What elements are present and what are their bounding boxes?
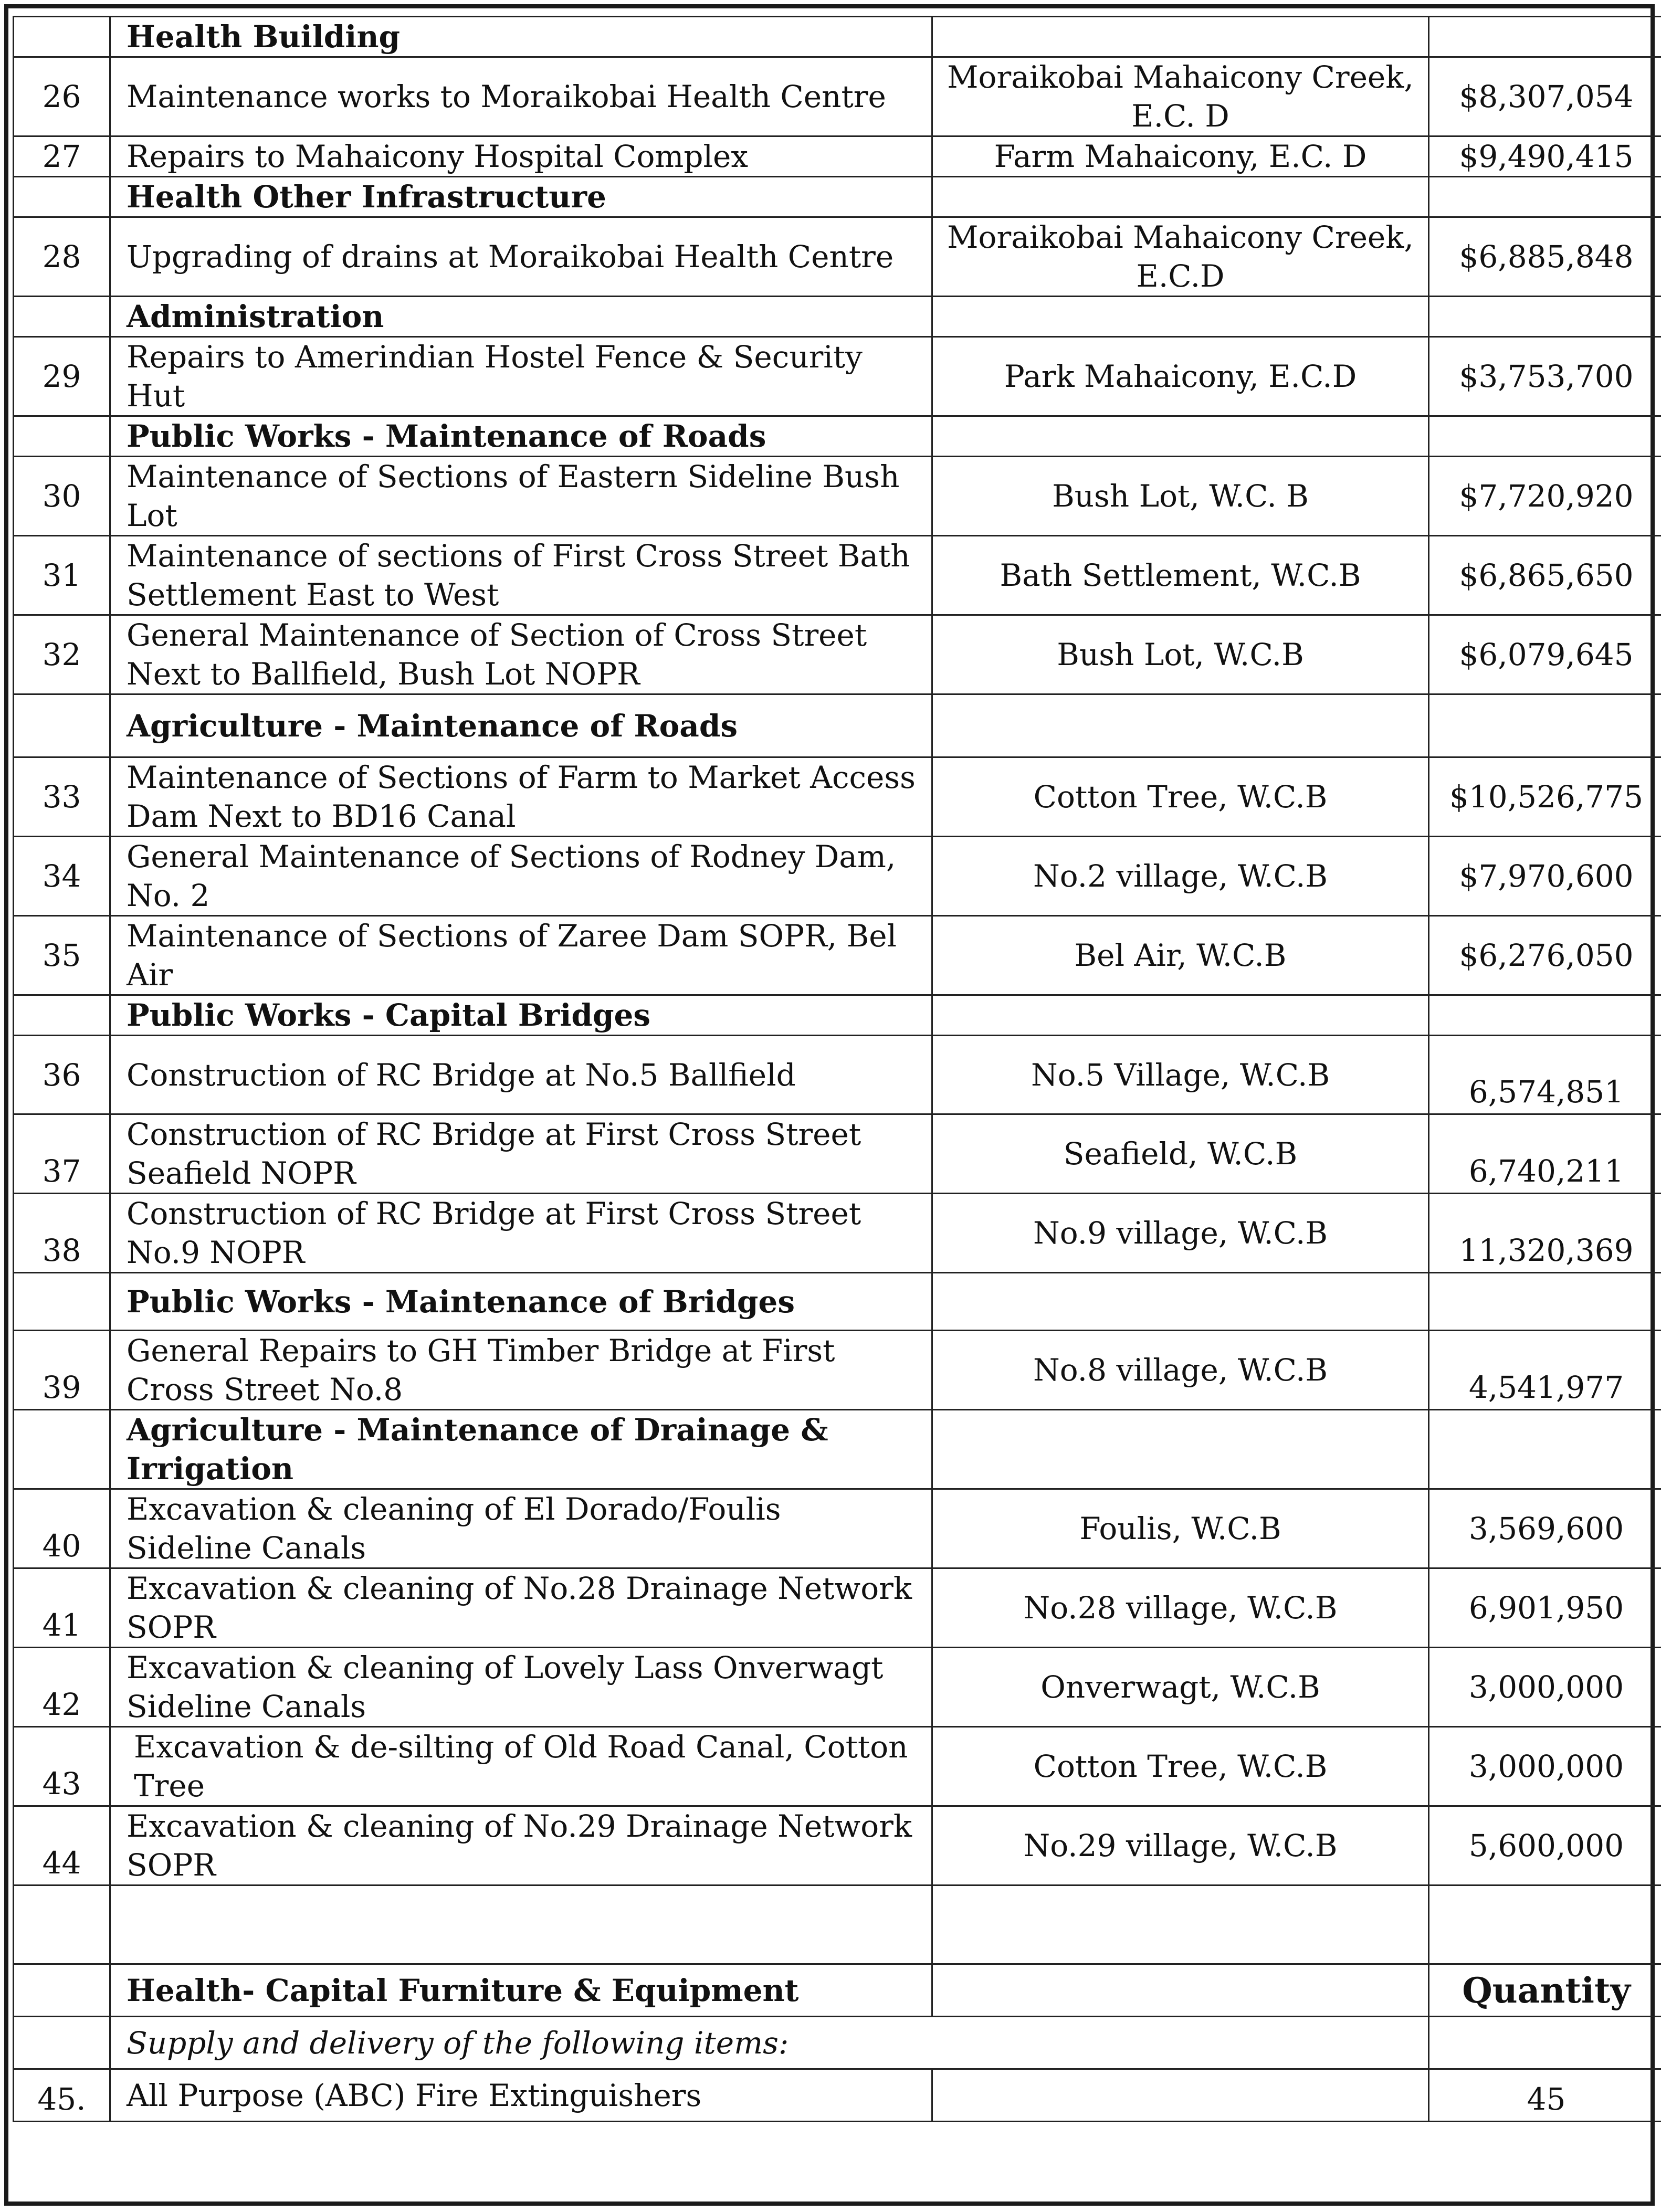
table-row	[14, 837, 1661, 916]
section-header-row	[14, 1410, 1661, 1489]
item-number: 44	[14, 1806, 110, 1886]
item-number: 30	[14, 457, 110, 536]
item-description: Construction of RC Bridge at No.5 Ballfield	[110, 1036, 932, 1114]
location-cell	[932, 1886, 1429, 1964]
amount-cell	[1429, 416, 1661, 457]
item-location: Bel Air, W.C.B	[932, 916, 1429, 995]
item-description: Construction of RC Bridge at First Cross Street No.9 NOPR	[110, 1194, 932, 1273]
item-number: 35	[14, 916, 110, 995]
table-row	[14, 1036, 1661, 1114]
item-location: No.29 village, W.C.B	[932, 1806, 1429, 1886]
table-row	[14, 457, 1661, 536]
location-cell	[932, 995, 1429, 1036]
location-cell	[932, 297, 1429, 337]
item-number: 29	[14, 337, 110, 416]
item-location: No.2 village, W.C.B	[932, 837, 1429, 916]
item-location: No.5 Village, W.C.B	[932, 1036, 1429, 1114]
item-location: No.8 village, W.C.B	[932, 1331, 1429, 1410]
item-description: Excavation & cleaning of No.29 Drainage Network SOPR	[110, 1806, 932, 1886]
table-row	[14, 1489, 1661, 1568]
item-location: No.9 village, W.C.B	[932, 1194, 1429, 1273]
item-location: Cotton Tree, W.C.B	[932, 1727, 1429, 1806]
amount-cell	[1429, 694, 1661, 757]
table-row	[14, 136, 1661, 177]
location-cell	[932, 416, 1429, 457]
table-row	[14, 217, 1661, 297]
section-header-row	[14, 297, 1661, 337]
item-location: Moraikobai Mahaicony Creek, E.C.D	[932, 217, 1429, 297]
item-amount: $6,276,050	[1429, 916, 1661, 995]
item-location: Bush Lot, W.C.B	[932, 615, 1429, 694]
location-cell	[932, 17, 1429, 57]
location-cell	[932, 694, 1429, 757]
item-description: Excavation & cleaning of El Dorado/Foulis Sideline Canals	[110, 1489, 932, 1568]
amount-cell	[1429, 995, 1661, 1036]
section-title: Agriculture - Maintenance of Drainage & Irrigation	[110, 1410, 932, 1489]
table-row	[14, 615, 1661, 694]
section-header-row	[14, 694, 1661, 757]
item-description: General Maintenance of Section of Cross Street Next to Ballfield, Bush Lot NOPR	[110, 615, 932, 694]
table-row	[14, 1331, 1661, 1410]
item-amount: $6,865,650	[1429, 536, 1661, 615]
item-number: 33	[14, 757, 110, 837]
item-amount: 5,600,000	[1429, 1806, 1661, 1886]
item-number: 32	[14, 615, 110, 694]
section-header-row	[14, 1273, 1661, 1331]
item-location	[932, 2069, 1429, 2122]
works-table	[13, 16, 1661, 2122]
item-amount: $7,720,920	[1429, 457, 1661, 536]
item-amount: 3,000,000	[1429, 1727, 1661, 1806]
works-table-body	[14, 17, 1661, 2122]
item-description: Excavation & de-silting of Old Road Canal, Cotton Tree	[110, 1727, 932, 1806]
row-number-cell	[14, 17, 110, 57]
section-title: Health Other Infrastructure	[110, 177, 932, 217]
table-row	[14, 337, 1661, 416]
item-description: Maintenance of Sections of Eastern Sideline Bush Lot	[110, 457, 932, 536]
item-number: 41	[14, 1568, 110, 1648]
item-location: Bush Lot, W.C. B	[932, 457, 1429, 536]
item-number: 39	[14, 1331, 110, 1410]
item-description: Excavation & cleaning of No.28 Drainage Network SOPR	[110, 1568, 932, 1648]
row-number-cell	[14, 1273, 110, 1331]
item-amount: 3,000,000	[1429, 1648, 1661, 1727]
item-description: Repairs to Amerindian Hostel Fence & Security Hut	[110, 337, 932, 416]
row-number-cell	[14, 1964, 110, 2017]
amount-cell	[1429, 177, 1661, 217]
item-amount: 11,320,369	[1429, 1194, 1661, 1273]
item-number: 34	[14, 837, 110, 916]
item-number: 43	[14, 1727, 110, 1806]
item-location: Seafield, W.C.B	[932, 1114, 1429, 1194]
item-amount: 6,574,851	[1429, 1036, 1661, 1114]
section-title: Agriculture - Maintenance of Roads	[110, 694, 932, 757]
table-row	[14, 916, 1661, 995]
row-number-cell	[14, 694, 110, 757]
location-cell	[932, 1273, 1429, 1331]
table-row	[14, 1648, 1661, 1727]
amount-cell	[1429, 1410, 1661, 1489]
amount-cell	[1429, 2017, 1661, 2069]
section-title: Public Works - Maintenance of Bridges	[110, 1273, 932, 1331]
section-header-row	[14, 995, 1661, 1036]
item-amount: $8,307,054	[1429, 57, 1661, 136]
section-title: Public Works - Maintenance of Roads	[110, 416, 932, 457]
table-row	[14, 2069, 1661, 2122]
item-description: All Purpose (ABC) Fire Extinguishers	[110, 2069, 932, 2122]
section-header-row	[14, 416, 1661, 457]
amount-cell	[1429, 297, 1661, 337]
row-number-cell	[14, 416, 110, 457]
item-location: Park Mahaicony, E.C.D	[932, 337, 1429, 416]
note-row	[14, 2017, 1661, 2069]
item-description: General Repairs to GH Timber Bridge at First Cross Street No.8	[110, 1331, 932, 1410]
item-number: 45.	[14, 2069, 110, 2122]
item-location: Farm Mahaicony, E.C. D	[932, 136, 1429, 177]
item-description: Maintenance of Sections of Zaree Dam SOPR, Bel Air	[110, 916, 932, 995]
table-row	[14, 536, 1661, 615]
item-location: Moraikobai Mahaicony Creek, E.C. D	[932, 57, 1429, 136]
item-amount: $3,753,700	[1429, 337, 1661, 416]
item-number: 36	[14, 1036, 110, 1114]
item-number: 38	[14, 1194, 110, 1273]
item-location: Foulis, W.C.B	[932, 1489, 1429, 1568]
item-description: Excavation & cleaning of Lovely Lass Onverwagt Sideline Canals	[110, 1648, 932, 1727]
item-amount: 4,541,977	[1429, 1331, 1661, 1410]
item-number: 26	[14, 57, 110, 136]
item-description: General Maintenance of Sections of Rodney Dam, No. 2	[110, 837, 932, 916]
supply-note: Supply and delivery of the following items:	[110, 2017, 1429, 2069]
row-number-cell	[14, 297, 110, 337]
table-row	[14, 1806, 1661, 1886]
section-title: Public Works - Capital Bridges	[110, 995, 932, 1036]
item-number: 37	[14, 1114, 110, 1194]
item-amount: $10,526,775	[1429, 757, 1661, 837]
row-number-cell	[14, 2017, 110, 2069]
item-description: Construction of RC Bridge at First Cross Street Seafield NOPR	[110, 1114, 932, 1194]
section-title: Health- Capital Furniture & Equipment	[110, 1964, 932, 2017]
item-location: Cotton Tree, W.C.B	[932, 757, 1429, 837]
item-number: 42	[14, 1648, 110, 1727]
quantity-header: Quantity	[1429, 1964, 1661, 2017]
table-row	[14, 57, 1661, 136]
item-amount: $9,490,415	[1429, 136, 1661, 177]
table-row	[14, 1194, 1661, 1273]
item-number: 27	[14, 136, 110, 177]
amount-cell	[1429, 1886, 1661, 1964]
section-header-row	[14, 17, 1661, 57]
item-amount: 6,901,950	[1429, 1568, 1661, 1648]
description-cell	[110, 1886, 932, 1964]
item-number: 28	[14, 217, 110, 297]
section-title: Health Building	[110, 17, 932, 57]
item-description: Upgrading of drains at Moraikobai Health Centre	[110, 217, 932, 297]
item-amount: $7,970,600	[1429, 837, 1661, 916]
item-location: No.28 village, W.C.B	[932, 1568, 1429, 1648]
item-amount: 6,740,211	[1429, 1114, 1661, 1194]
item-description: Repairs to Mahaicony Hospital Complex	[110, 136, 932, 177]
item-description: Maintenance works to Moraikobai Health Centre	[110, 57, 932, 136]
item-amount: 45	[1429, 2069, 1661, 2122]
row-number-cell	[14, 1886, 110, 1964]
table-row	[14, 1114, 1661, 1194]
item-number: 40	[14, 1489, 110, 1568]
location-cell	[932, 1410, 1429, 1489]
location-cell	[932, 1964, 1429, 2017]
item-location: Bath Settlement, W.C.B	[932, 536, 1429, 615]
blank-row	[14, 1886, 1661, 1964]
section-title: Administration	[110, 297, 932, 337]
table-row	[14, 1568, 1661, 1648]
row-number-cell	[14, 1410, 110, 1489]
table-row	[14, 1727, 1661, 1806]
section-header-row	[14, 1964, 1661, 2017]
item-description: Maintenance of sections of First Cross Street Bath Settlement East to West	[110, 536, 932, 615]
item-number: 31	[14, 536, 110, 615]
location-cell	[932, 177, 1429, 217]
amount-cell	[1429, 17, 1661, 57]
table-row	[14, 757, 1661, 837]
row-number-cell	[14, 995, 110, 1036]
amount-cell	[1429, 1273, 1661, 1331]
row-number-cell	[14, 177, 110, 217]
item-amount: 3,569,600	[1429, 1489, 1661, 1568]
item-amount: $6,079,645	[1429, 615, 1661, 694]
item-description: Maintenance of Sections of Farm to Market Access Dam Next to BD16 Canal	[110, 757, 932, 837]
section-header-row	[14, 177, 1661, 217]
item-location: Onverwagt, W.C.B	[932, 1648, 1429, 1727]
item-amount: $6,885,848	[1429, 217, 1661, 297]
document-page	[4, 4, 1655, 2206]
